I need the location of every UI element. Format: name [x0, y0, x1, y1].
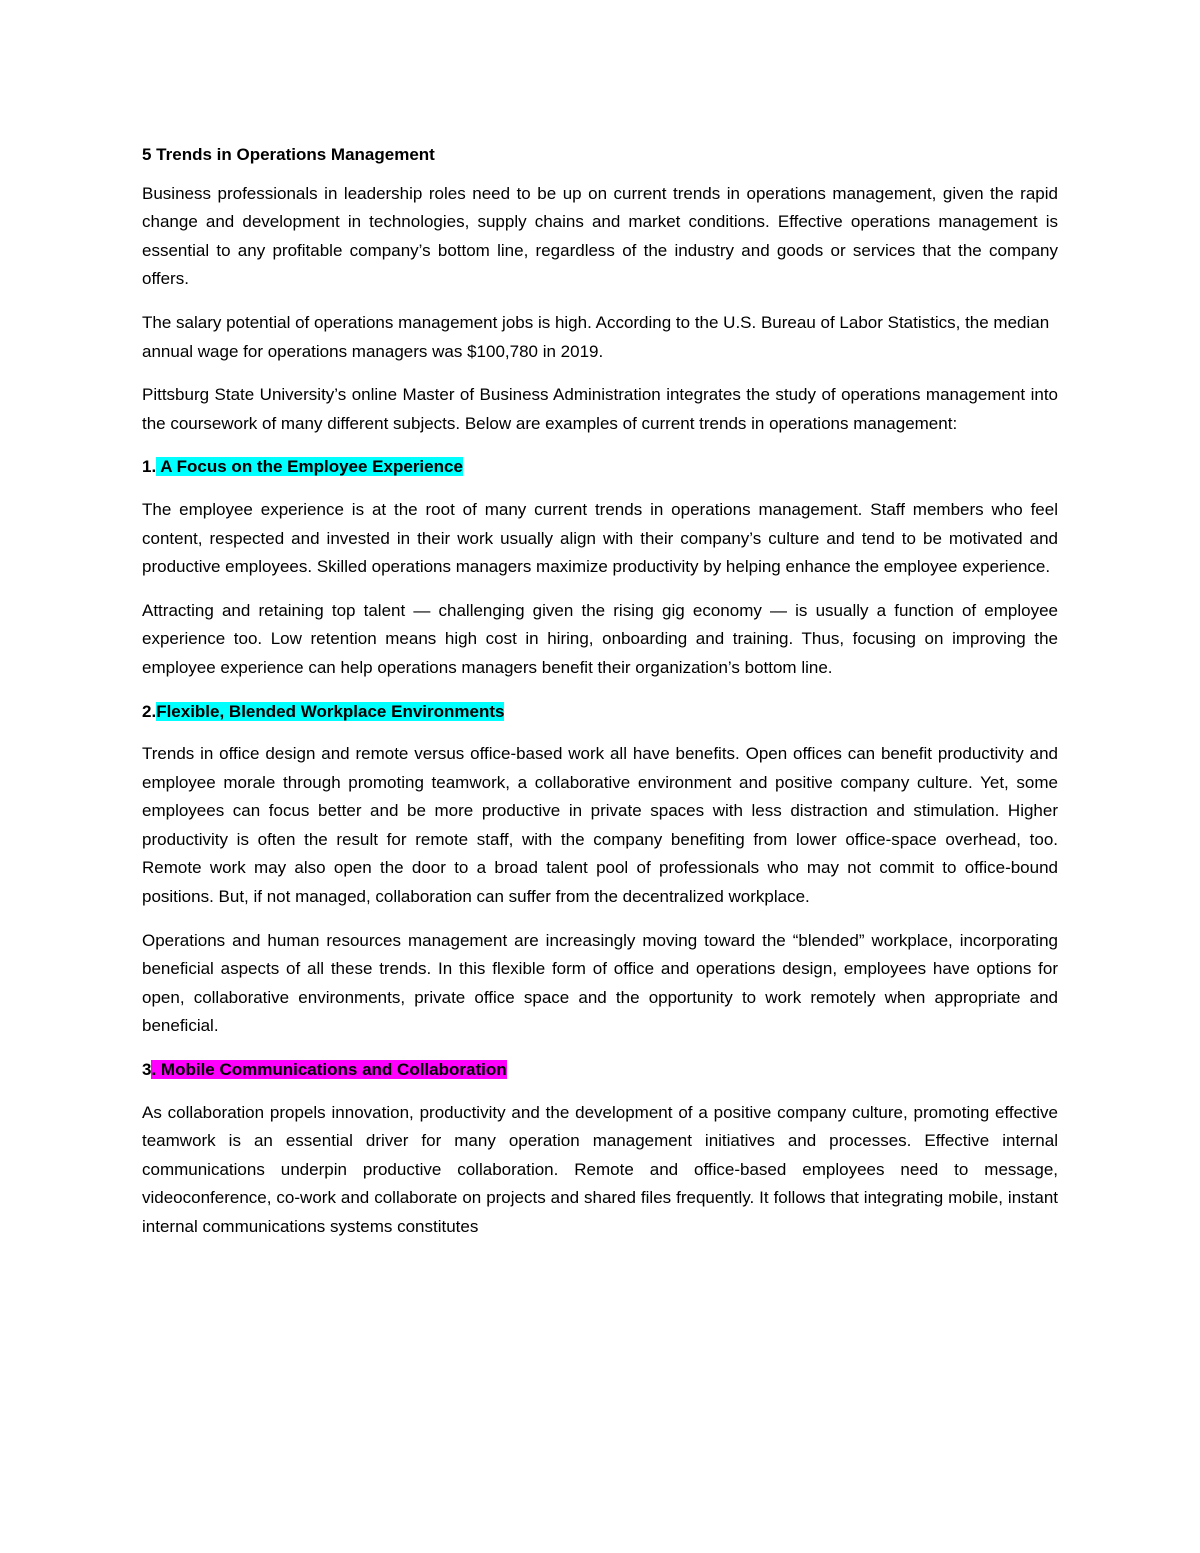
document-title: 5 Trends in Operations Management — [142, 145, 435, 164]
intro-paragraph-3: Pittsburg State University’s online Master of Business Administration integrates the study of operations management into the coursework of many different subjects. Below are examples of current trends in operations management: — [142, 385, 1058, 433]
section-2-title: Flexible, Blended Workplace Environments — [156, 701, 505, 721]
section-1-paragraph-1: The employee experience is at the root of many current trends in operations management. Staff members who feel content, respected and invested in their work usually align with their company’s culture and tend to be motivated and productive employees. Skilled operations managers maximize productivity by helping enhance the employee experience. — [142, 499, 1058, 577]
section-1-number: 1. — [142, 457, 157, 477]
section-1-paragraph-2: Attracting and retaining top talent — challenging given the rising gig economy — is usually a function of employee experience too. Low retention means high cost in hiring, onboarding and training. Thus, focusing on improving the employee experience can help operations managers benefit their organization’s bottom line. — [142, 600, 1058, 677]
section-3-number: 3 — [142, 1060, 152, 1080]
intro-paragraph-1: Business professionals in leadership roles need to be up on current trends in operations management, given the rapid change and development in technologies, supply chains and market conditions. Effective operations management is essential to any profitable company’s bottom line, regardless of the industry and goods or services that the company offers. — [142, 183, 1058, 289]
section-2-paragraph-2: Operations and human resources management are increasingly moving toward the “blended” workplace, incorporating beneficial aspects of all these trends. In this flexible form of office and operations design, employees have options for open, collaborative environments, private office space and the opportunity to work remotely when appropriate and beneficial. — [142, 930, 1058, 1036]
section-2-heading — [142, 698, 1058, 727]
section-1-heading — [142, 453, 1058, 482]
section-2-paragraph-1: Trends in office design and remote versus office-based work all have benefits. Open offices can benefit productivity and employee morale through promoting teamwork, a collaborative environment and positive company culture. Yet, some employees can focus better and be more productive in private spaces with less distraction and stimulation. Higher productivity is often the result for remote staff, with the company benefiting from lower office-space overhead, too. Remote work may also open the door to a broad talent pool of professionals who may not commit to office-bound positions. But, if not managed, collaboration can suffer from the decentralized workplace. — [142, 744, 1058, 907]
section-3-title: . Mobile Communications and Collaboration — [151, 1060, 507, 1080]
intro-paragraph-2: The salary potential of operations management jobs is high. According to the U.S. Bureau of Labor Statistics, the median annual wage for operations managers was $100,780 in 2019. — [142, 312, 1050, 361]
section-1-title: A Focus on the Employee Experience — [156, 457, 463, 477]
section-2-number: 2. — [142, 701, 157, 721]
section-3-paragraph-1: As collaboration propels innovation, productivity and the development of a positive company culture, promoting effective teamwork is an essential driver for many operation management initiatives and processes. Effective internal communications underpin productive collaboration. Remote and office-based employees need to message, videoconference, co-work and collaborate on projects and shared files frequently. It follows that integrating mobile, instant internal communications systems constitutes — [142, 1102, 1058, 1236]
document-body — [142, 141, 1058, 1257]
section-3-heading — [142, 1056, 1058, 1085]
